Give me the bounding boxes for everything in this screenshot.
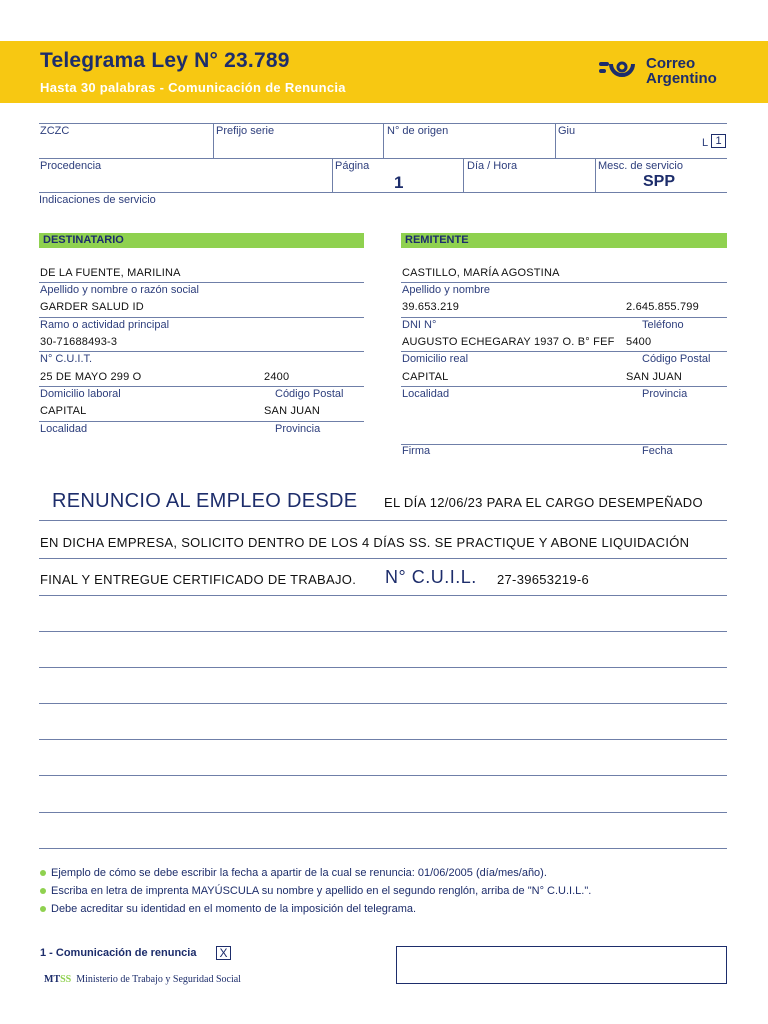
dest-domicilio-label: Domicilio laboral — [40, 388, 121, 400]
dia-hora-label: Día / Hora — [467, 160, 518, 172]
grid-line — [213, 123, 214, 158]
logo-line-1: Correo — [646, 55, 696, 72]
rem-nombre-value: CASTILLO, MARÍA AGOSTINA — [402, 267, 560, 279]
logo-text — [646, 56, 717, 86]
rem-cp-value: 5400 — [626, 336, 652, 348]
mtss-logo — [44, 974, 241, 985]
cuil-label: N° C.U.I.L. — [385, 567, 477, 587]
rem-provincia-value: SAN JUAN — [626, 371, 682, 383]
field-line — [39, 386, 364, 387]
rem-localidad-label: Localidad — [402, 388, 450, 400]
message-line — [39, 631, 727, 632]
message-line — [39, 739, 727, 740]
note-item — [40, 867, 547, 879]
note-text: Escriba en letra de imprenta MAYÚSCULA su nombre y apellido en el segundo renglón, arriba de "N° C.U.I.L.". — [51, 885, 592, 897]
rem-telefono-value: 2.645.855.799 — [626, 301, 699, 313]
mtss-logo-mt: MT — [44, 974, 61, 985]
bullet-icon — [40, 870, 46, 876]
dest-cp-label: Código Postal — [275, 388, 344, 400]
body-line1-big: RENUNCIO AL EMPLEO DESDE — [52, 490, 358, 512]
mtss-logo-ss: SS — [60, 974, 72, 985]
remitente-header: REMITENTE — [401, 233, 727, 248]
stamp-box — [396, 946, 727, 984]
field-line — [39, 317, 364, 318]
mesc-value: SPP — [643, 173, 676, 190]
note-item — [40, 885, 591, 897]
zczc-label: ZCZC — [40, 125, 70, 137]
dest-ramo-label: Ramo o actividad principal — [40, 319, 170, 331]
rem-fecha-label: Fecha — [642, 445, 673, 457]
dest-localidad-value: CAPITAL — [40, 405, 87, 417]
logo-line-2: Argentino — [646, 70, 717, 87]
procedencia-label: Procedencia — [40, 160, 102, 172]
giu-label: Giu — [558, 125, 576, 137]
rem-domicilio-label: Domicilio real — [402, 353, 469, 365]
rem-cp-label: Código Postal — [642, 353, 711, 365]
rem-localidad-value: CAPITAL — [402, 371, 449, 383]
cuil-value: 27-39653219-6 — [497, 572, 590, 587]
field-line — [401, 351, 727, 352]
message-line — [39, 848, 727, 849]
message-line — [39, 775, 727, 776]
form-title: Telegrama Ley N° 23.789 — [40, 49, 290, 72]
message-line — [39, 667, 727, 668]
grid-line — [463, 158, 464, 192]
grid-line — [39, 158, 727, 159]
rem-provincia-label: Provincia — [642, 388, 688, 400]
prefijo-label: Prefijo serie — [216, 125, 275, 137]
rem-nombre-label: Apellido y nombre — [402, 284, 491, 296]
l-label: L — [702, 137, 709, 149]
message-line — [39, 812, 727, 813]
ministerio-label: Ministerio de Trabajo y Seguridad Social — [76, 974, 241, 985]
pagina-value: 1 — [394, 173, 404, 192]
body-line1-rest: EL DÍA 12/06/23 PARA EL CARGO DESEMPEÑADO — [384, 495, 703, 510]
note-item — [40, 903, 416, 915]
rem-firma-label: Firma — [402, 445, 431, 457]
dest-cuit-label: N° C.U.I.T. — [40, 353, 93, 365]
field-line — [401, 317, 727, 318]
dest-provincia-label: Provincia — [275, 423, 321, 435]
mesc-label: Mesc. de servicio — [598, 160, 683, 172]
l-value-box: 1 — [711, 134, 726, 148]
field-line — [39, 351, 364, 352]
field-line — [401, 444, 727, 445]
body-line3: FINAL Y ENTREGUE CERTIFICADO DE TRABAJO. — [40, 572, 357, 587]
rem-dni-value: 39.653.219 — [402, 301, 460, 313]
grid-line — [39, 192, 727, 193]
field-line — [39, 421, 364, 422]
dest-ramo-value: GARDER SALUD ID — [40, 301, 144, 313]
field-line — [401, 386, 727, 387]
message-line — [39, 703, 727, 704]
form-subtitle: Hasta 30 palabras - Comunicación de Renuncia — [40, 80, 346, 95]
pagina-label: Página — [335, 160, 370, 172]
comunicacion-checkbox[interactable]: X — [216, 946, 231, 960]
grid-line — [383, 123, 384, 158]
message-line — [39, 595, 727, 596]
message-line — [39, 520, 727, 521]
dest-nombre-label: Apellido y nombre o razón social — [40, 284, 199, 296]
grid-line — [332, 158, 333, 192]
rem-telefono-label: Teléfono — [642, 319, 684, 331]
indicaciones-label: Indicaciones de servicio — [39, 194, 156, 206]
dest-domicilio-value: 25 DE MAYO 299 O — [40, 371, 142, 383]
destinatario-header: DESTINATARIO — [39, 233, 364, 248]
dest-cp-value: 2400 — [264, 371, 290, 383]
comunicacion-label: 1 - Comunicación de renuncia — [40, 947, 197, 959]
correo-argentino-logo-icon — [597, 56, 637, 84]
dest-nombre-value: DE LA FUENTE, MARILINA — [40, 267, 181, 279]
dest-provincia-value: SAN JUAN — [264, 405, 320, 417]
bullet-icon — [40, 888, 46, 894]
field-line — [401, 282, 727, 283]
rem-dni-label: DNI N° — [402, 319, 437, 331]
field-line — [39, 282, 364, 283]
note-text: Ejemplo de cómo se debe escribir la fecha a apartir de la cual se renuncia: 01/06/2005 (día/mes/año). — [51, 867, 547, 879]
rem-domicilio-value: AUGUSTO ECHEGARAY 1937 O. B° FEF — [402, 336, 615, 348]
message-line — [39, 558, 727, 559]
grid-line — [595, 158, 596, 192]
note-text: Debe acreditar su identidad en el momento de la imposición del telegrama. — [51, 903, 417, 915]
dest-cuit-value: 30-71688493-3 — [40, 336, 118, 348]
dest-localidad-label: Localidad — [40, 423, 88, 435]
origen-label: N° de origen — [387, 125, 449, 137]
bullet-icon — [40, 906, 46, 912]
body-line2: EN DICHA EMPRESA, SOLICITO DENTRO DE LOS 4 DÍAS SS. SE PRACTIQUE Y ABONE LIQUIDACIÓN — [40, 535, 690, 550]
grid-line — [555, 123, 556, 158]
